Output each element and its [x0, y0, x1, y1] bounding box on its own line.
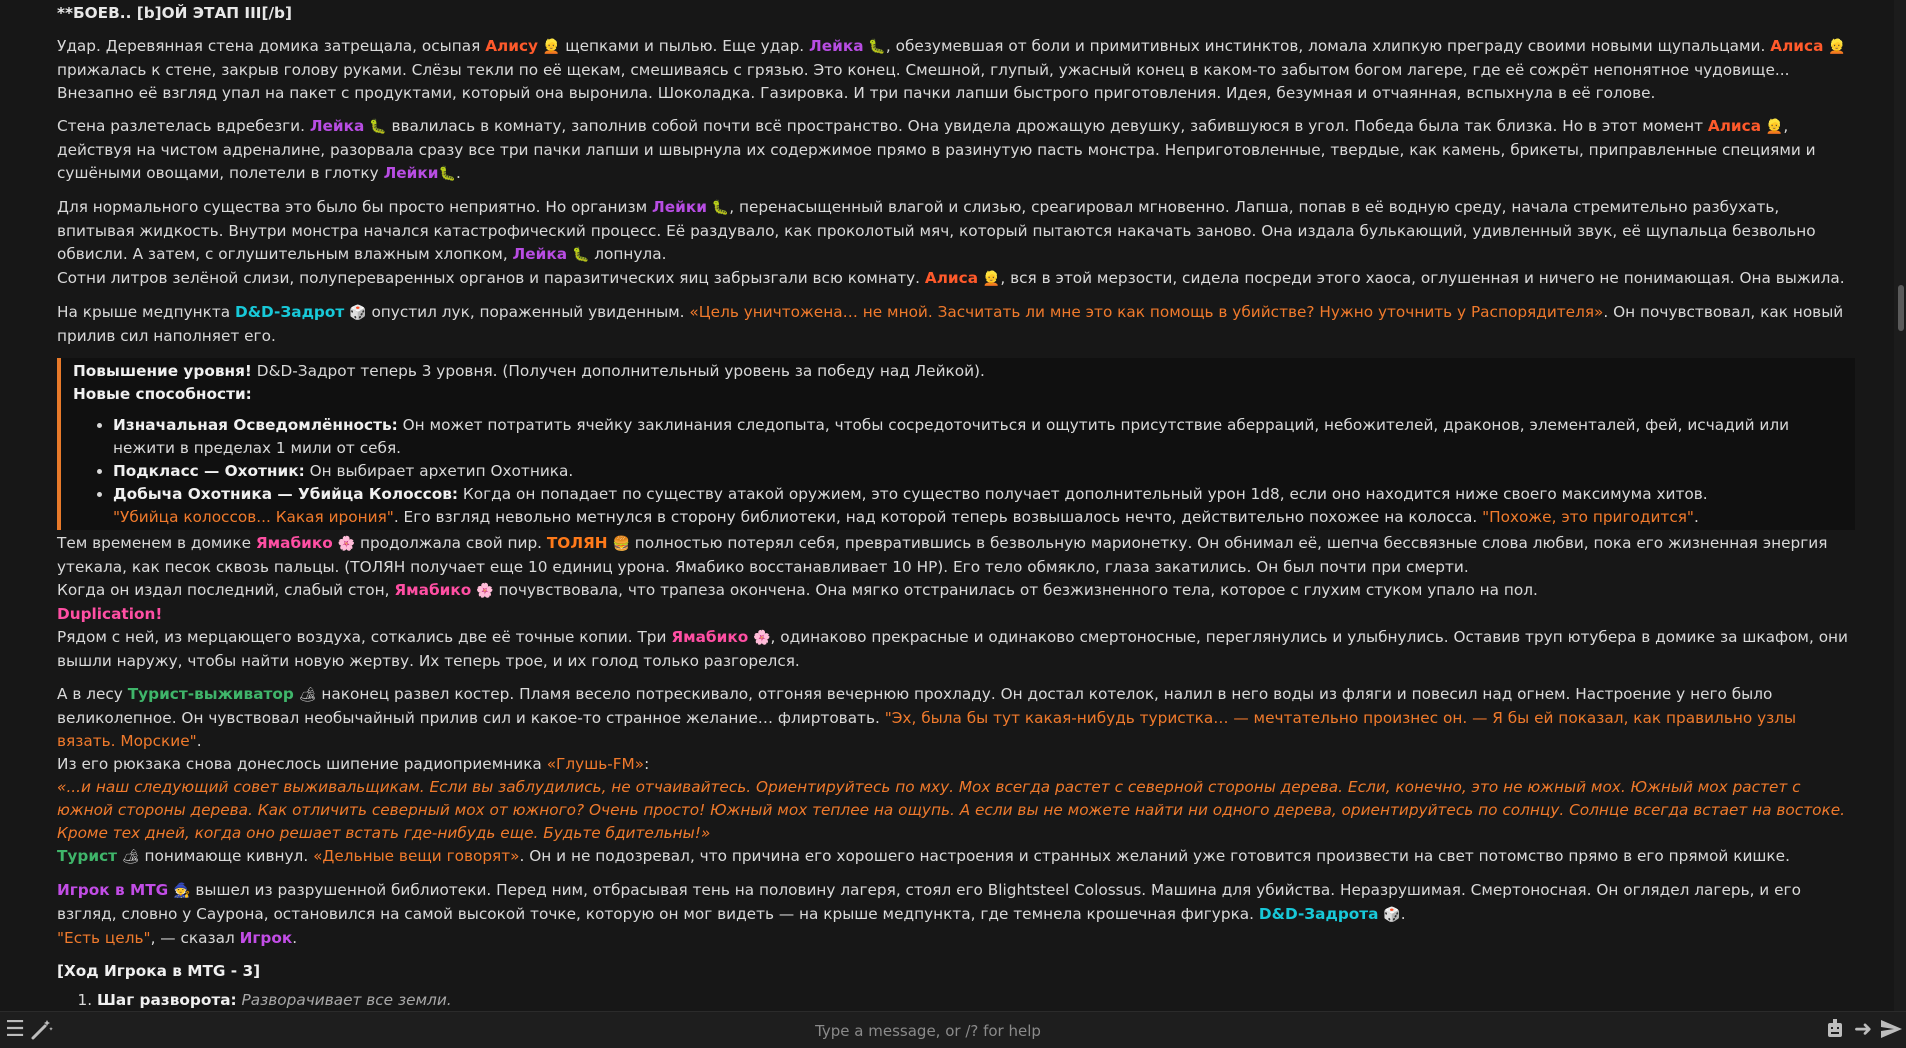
character-alisa: Алису	[485, 37, 539, 55]
character-igrok: Игрок в MTG	[57, 881, 169, 899]
leika-emoji-icon: 🐛	[369, 119, 387, 135]
paragraph-3: Для нормального существа это было бы просто неприятно. Но организм Лейки 🐛, перенасыщенный влагой и слизью, среагировал мгновенно. Лапша, попав в её водную среду, начала стремительно разбухать, впитывая жидкость. Внутри монстра начался катастрофический процесс. Её раздувало, как проколотый мяч, который пытаются накачать заново. Она издала булькающий, удивленный звук, её щупальца безвольно обвисли. А затем, с оглушительным влажным хлопком, Лейка 🐛 лопнула.	[57, 198, 1816, 263]
character-turist: Турист-выживатор	[127, 685, 294, 703]
paragraph-4: На крыше медпункта D&D-Задрот 🎲 опустил лук, пораженный увиденным. «Цель уничтожена… не мной. Засчитать ли мне это как помощь в убийстве? Нужно уточнить у Распорядителя». Он почувствовал, как новый прилив сил наполняет его.	[57, 303, 1844, 345]
flower-emoji-icon: 🌸	[337, 536, 356, 552]
alisa-emoji-icon: 👱	[982, 271, 1001, 287]
message-input[interactable]	[60, 1016, 1796, 1046]
paragraph-6: А в лесу Турист-выживатор 🏕 наконец развел костер. Пламя весело потрескивало, отгоняя вечернюю прохладу. Он достал котелок, налил в него воды из фляги и повесил над огнем. Настроение у него было великолепное. Он чувствовал необычайный прилив сил и какое-то странное желание… флиртовать. "Эх, была бы тут какая-нибудь туристка… — мечтательно произнес он. — Я бы ей показал, как правильно узлы вязать. Морские".	[57, 685, 1797, 750]
paragraph-6c: Турист 🏕 понимающе кивнул. «Дельные вещи говорят». Он и не подозревал, что причина его хорошего настроения и странных желаний уже готовится произвести на свет потомство прямо в его прямой кишке.	[57, 847, 1790, 865]
turn-header: [Ход Игрока в MTG - 3]	[57, 962, 261, 980]
alisa-emoji-icon: 👱	[1765, 119, 1784, 135]
radio-quote: «...и наш следующий совет выживальщикам. Если вы заблудились, не отчаивайтесь. Ориентируйтесь по мху. Мох всегда растет с северной стороны дерева. Если, конечно, это не южный мох. Южный мох растет с южной стороны дерева. Как отличить северный мох от южного? Очень просто! Южный мох теплее на ощупь. А если вы не можете найти ни одного дерева, ориентируйтесь по солнцу. Солнце всегда встает на востоке. Кроме тех дней, когда оно решает встать где-нибудь еще. Будьте бдительны!»	[57, 778, 1845, 842]
alisa-emoji-icon: 👱	[542, 39, 561, 55]
radio-name: «Глушь-FM»	[546, 755, 645, 773]
message-body	[57, 2, 1855, 1035]
wizard-emoji-icon: 🧙	[173, 883, 191, 899]
character-yamabiko: Ямабико	[394, 581, 472, 599]
new-abilities-title: Новые способности:	[73, 385, 252, 403]
scroll-thumb[interactable]	[1898, 285, 1904, 331]
flower-emoji-icon: 🌸	[753, 630, 771, 646]
paragraph-6b: Из его рюкзака снова донеслось шипение радиоприемника «Глушь-FM»:	[57, 755, 650, 773]
burger-emoji-icon: 🍔	[612, 536, 630, 552]
paragraph-7: Игрок в MTG 🧙 вышел из разрушенной библиотеки. Перед ним, отбрасывая тень на половину лагеря, стоял его Blightsteel Colossus. Машина для убийства. Неразрушимая. Смертоносная. Он оглядел лагерь, и его взгляд, словно у Саурона, остановился на самой высокой точке, которую он мог видеть — на крыше медпункта, где темнела крошечная фигурка. D&D-Задрота 🎲.	[57, 881, 1801, 923]
leika-emoji-icon: 🐛	[438, 166, 456, 182]
character-yamabiko: Ямабико	[255, 534, 333, 552]
paragraph-5c: Рядом с ней, из мерцающего воздуха, соткались две её точные копии. Три Ямабико 🌸, одинаково прекрасные и одинаково смертоносные, переглянулись и улыбнулись. Оставив труп ютубера в домике за шкафом, они вышли наружу, чтобы найти новую жертву. Их теперь трое, и их голод только разгорелся.	[57, 628, 1848, 670]
camp-emoji-icon: 🏕	[121, 849, 140, 865]
leika-emoji-icon: 🐛	[571, 247, 590, 263]
duplication-label: Duplication!	[57, 605, 163, 623]
character-dnd: D&D-Задрота	[1258, 905, 1379, 923]
character-alisa: Алиса	[924, 269, 979, 287]
paragraph-7b: "Есть цель", — сказал Игрок.	[57, 929, 298, 947]
character-yamabiko: Ямабико	[671, 628, 749, 646]
magic-wand-icon-svg	[30, 1017, 54, 1041]
paragraph-5b: Когда он издал последний, слабый стон, Ямабико 🌸 почувствовала, что трапеза окончена. Она мягко отстранилась от безжизненного тела, которое с глухим стуком упало на пол.	[57, 581, 1538, 599]
character-leika: Лейка	[309, 117, 365, 135]
alisa-emoji-icon: 👱	[1828, 39, 1846, 55]
character-leika: Лейки	[383, 164, 439, 182]
bot-icon-svg	[1823, 1017, 1847, 1041]
magic-wand-icon[interactable]	[29, 1017, 55, 1043]
levelup-block: Повышение уровня! D&D-Задрот теперь 3 уровня. (Получен дополнительный уровень за победу над Лейкой). Новые способности: • Изначальная Осведомлённость: Он может потратить ячейку заклинания следопыта, чтобы сосредоточиться и ощутить присутствие аберраций, небожителей, драконов, элементалей, фей, исчадий или нежити в пределах 1 мили от себя. • Подкласс — Охотник: Он выбирает архетип Охотника. • Добыча Охотника — Убийца Колоссов: Когда он попадает по существу атакой оружием, это существо получает дополнительный урон 1d8, если оно находится ниже своего максимума хитов. "Убийца колоссов... Какая ирония". Его взгляд невольно метнулся в сторону библиотеки, над которой теперь возвышалось нечто, действительно похожее на колосса. "Похоже, это пригодится".	[57, 358, 1855, 530]
character-alisa: Алиса	[1707, 117, 1762, 135]
dnd-quote: «Цель уничтожена… не мной. Засчитать ли мне это как помощь в убийстве? Нужно уточнить у Распорядителя»	[689, 303, 1604, 321]
send-icon[interactable]	[1878, 1017, 1904, 1043]
flower-emoji-icon: 🌸	[476, 583, 494, 599]
leika-emoji-icon: 🐛	[711, 200, 730, 216]
character-alisa: Алиса	[1770, 37, 1824, 55]
menu-icon[interactable]: ☰	[5, 1017, 25, 1042]
abilities-list	[73, 414, 1843, 529]
send-icon-svg	[1879, 1017, 1903, 1041]
dice-emoji-icon: 🎲	[1383, 907, 1401, 923]
section-header: **БОЕВ.. [b]ОЙ ЭТАП III[/b]	[57, 4, 293, 22]
paragraph-2: Стена разлетелась вдребезги. Лейка 🐛 ввалилась в комнату, заполнив собой почти всё пространство. Она увидела дрожащую девушку, забившуюся в угол. Победа была так близка. Но в этот момент Алиса 👱, действуя на чистом адреналине, разорвала сразу все три пачки лапши и швырнула их содержимое прямо в разинутую пасть монстра. Неприготовленные, твердые, как камень, брикеты, приправленные специями и сушёными овощами, полетели в глотку Лейки🐛.	[57, 117, 1816, 182]
list-item: 1. Шаг разворота: Разворачивает все земли.	[97, 989, 1855, 1012]
character-igrok: Игрок	[239, 929, 293, 947]
character-dnd: D&D-Задрот	[235, 303, 345, 321]
character-leika: Лейки	[652, 198, 707, 216]
list-item: • Подкласс — Охотник: Он выбирает архетип Охотника.	[113, 460, 1843, 483]
chat-scrollbar[interactable]	[1894, 0, 1906, 1012]
list-item: • Добыча Охотника — Убийца Колоссов: Когда он попадает по существу атакой оружием, это существо получает дополнительный урон 1d8, если оно находится ниже своего максимума хитов. "Убийца колоссов... Какая ирония". Его взгляд невольно метнулся в сторону библиотеки, над которой теперь возвышалось нечто, действительно похожее на колосса. "Похоже, это пригодится".	[113, 483, 1843, 529]
character-tolyan: ТОЛЯН	[546, 534, 608, 552]
character-leika: Лейка	[512, 245, 568, 263]
levelup-title: Повышение уровня!	[73, 362, 252, 380]
dice-emoji-icon: 🎲	[349, 305, 367, 321]
input-bar	[0, 1011, 1906, 1048]
camp-emoji-icon: 🏕	[298, 687, 317, 703]
character-leika: Лейка	[809, 37, 864, 55]
bot-icon[interactable]	[1822, 1017, 1848, 1043]
paragraph-5: Тем временем в домике Ямабико 🌸 продолжала свой пир. ТОЛЯН 🍔 полностью потерял себя, превратившись в безвольную марионетку. Он обнимал её, шепча бессвязные слова любви, пока его жизненная энергия утекала, как песок сквозь пальцы. (ТОЛЯН получает еще 10 единиц урона. Ямабико восстанавливает 10 HP). Его тело обмякло, глаза закатились. Он был почти при смерти.	[57, 534, 1828, 576]
list-item: • Изначальная Осведомлённость: Он может потратить ячейку заклинания следопыта, чтобы сосредоточиться и ощутить присутствие аберраций, небожителей, драконов, элементалей, фей, исчадий или нежити в пределах 1 мили от себя.	[113, 414, 1843, 460]
paragraph-3b: Сотни литров зелёной слизи, полупереваренных органов и паразитических яиц забрызгали всю комнату. Алиса 👱, вся в этой мерзости, сидела посреди этого хаоса, оглушенная и ничего не понимающая. Она выжила.	[57, 269, 1845, 287]
arrow-right-icon[interactable]: ➜	[1853, 1017, 1873, 1042]
paragraph-1: Удар. Деревянная стена домика затрещала, осыпая Алису 👱 щепками и пылью. Еще удар. Лейка 🐛, обезумевшая от боли и примитивных инстинктов, ломала хлипкую преграду своими новыми щупальцами. Алиса 👱 прижалась к стене, закрыв голову руками. Слёзы текли по её щекам, смешиваясь с грязью. Это конец. Смешной, глупый, ужасный конец в каком-то забытом богом лагере, где её сожрёт непонятное чудовище... Внезапно её взгляд упал на пакет с продуктами, который она выронила. Шоколадка. Газировка. И три пачки лапши быстрого приготовления. Идея, безумная и отчаянная, вспыхнула в её голове.	[57, 37, 1846, 102]
leika-emoji-icon: 🐛	[868, 39, 886, 55]
character-turist: Турист	[57, 847, 118, 865]
